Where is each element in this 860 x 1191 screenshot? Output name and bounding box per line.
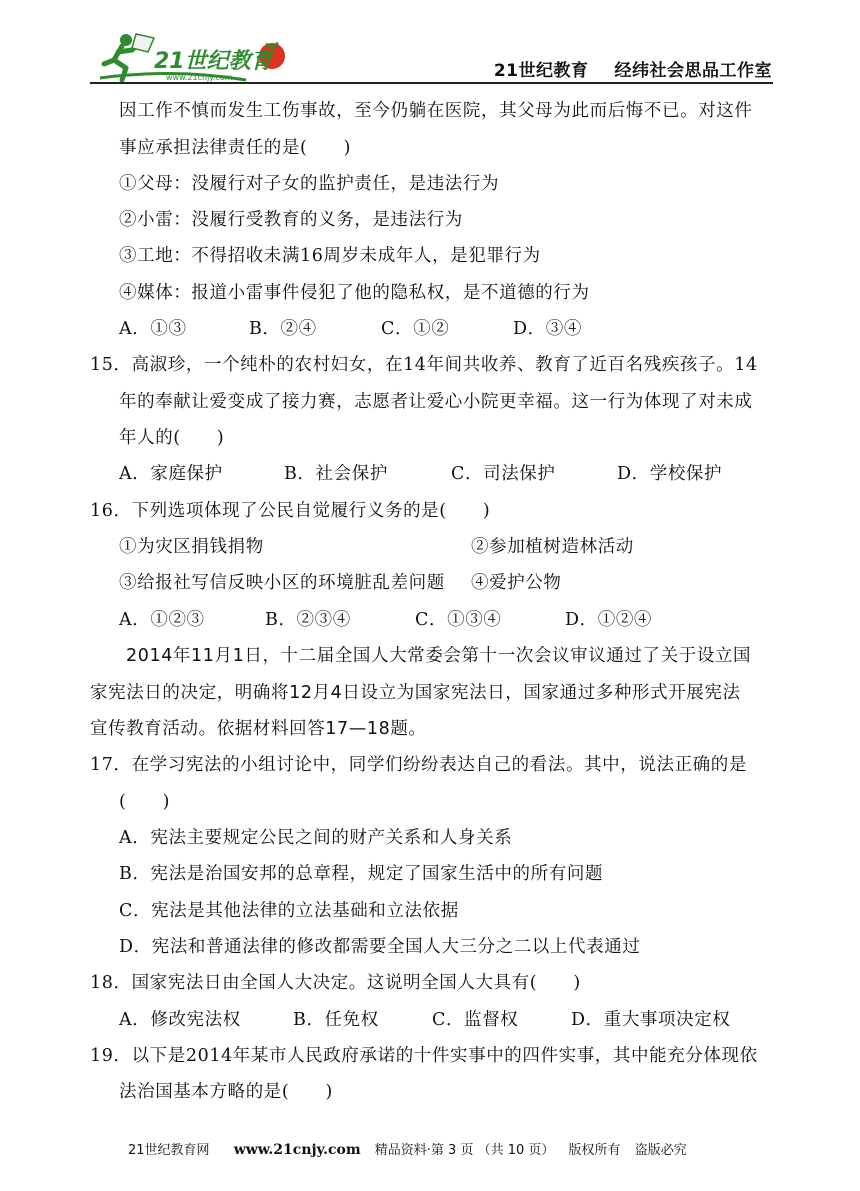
footer-piracy: 盗版必究 bbox=[634, 1143, 687, 1158]
logo-text: 21世纪教育 bbox=[154, 49, 273, 74]
option-c: C．监督权 bbox=[432, 1010, 519, 1030]
text-line: 因工作不慎而发生工伤事故，至今仍躺在医院，其父母为此而后悔不已。对这件 bbox=[119, 101, 753, 121]
q15-options bbox=[119, 460, 722, 485]
header-title-left: 21世纪教育 bbox=[493, 61, 589, 81]
text-line: 年的奉献让爱变成了接力赛，志愿者让爱心小院更幸福。这一行为体现了对未成 bbox=[119, 392, 753, 412]
option-a: A．修改宪法权 bbox=[119, 1010, 241, 1030]
header-title-right: 经纬社会思品工作室 bbox=[614, 61, 772, 81]
option-d: D．③④ bbox=[513, 319, 582, 339]
question-16: 16．下列选项体现了公民自觉履行义务的是( ) bbox=[90, 501, 491, 521]
option-a: A．①②③ bbox=[119, 610, 205, 630]
option-c: C．①② bbox=[381, 319, 450, 339]
text-line: ③工地：不得招收未满16周岁未成年人，是犯罪行为 bbox=[119, 246, 541, 266]
footer-rights: 版权所有 bbox=[568, 1143, 621, 1158]
option-b: B．宪法是治国安邦的总章程，规定了国家生活中的所有问题 bbox=[119, 864, 604, 884]
option-c: C．①③④ bbox=[415, 610, 502, 630]
option-b: B．②④ bbox=[249, 319, 317, 339]
option-a: A．①③ bbox=[119, 319, 187, 339]
text-line: ( ) bbox=[119, 792, 171, 812]
footer-page: 精品资料·第 3 页 （共 10 页） bbox=[374, 1143, 555, 1158]
text-line: ①父母：没履行对子女的监护责任，是违法行为 bbox=[119, 174, 500, 194]
option-b: B．任免权 bbox=[293, 1010, 379, 1030]
item-4: ④爱护公物 bbox=[471, 573, 562, 593]
material-line: 宣传教育活动。依据材料回答17—18题。 bbox=[90, 719, 427, 739]
option-d: D．宪法和普通法律的修改都需要全国人大三分之二以上代表通过 bbox=[119, 937, 641, 957]
option-c: C．宪法是其他法律的立法基础和立法依据 bbox=[119, 901, 459, 921]
text-line: 年人的( ) bbox=[119, 428, 225, 448]
material-line: 2014年11月1日，十二届全国人大常委会第十一次会议审议通过了关于设立国 bbox=[126, 646, 752, 666]
page-footer bbox=[128, 1139, 697, 1158]
question-17: 17．在学习宪法的小组讨论中，同学们纷纷表达自己的看法。其中，说法正确的是 bbox=[90, 755, 747, 775]
logo-url: www.21cnjy.com bbox=[166, 73, 233, 82]
option-d: D．重大事项决定权 bbox=[571, 1010, 731, 1030]
item-1: ①为灾区捐钱捐物 bbox=[119, 537, 264, 557]
question-18: 18．国家宪法日由全国人大决定。这说明全国人大具有( ) bbox=[90, 973, 581, 993]
page-header bbox=[90, 28, 772, 84]
option-b: B．社会保护 bbox=[284, 464, 388, 484]
option-d: D．学校保护 bbox=[617, 464, 723, 484]
option-b: B．②③④ bbox=[265, 610, 351, 630]
question-19: 19．以下是2014年某市人民政府承诺的十件实事中的四件实事，其中能充分体现依 bbox=[90, 1046, 758, 1066]
option-c: C．司法保护 bbox=[451, 464, 556, 484]
question-15: 15．高淑珍，一个纯朴的农村妇女，在14年间共收养、教育了近百名残疾孩子。14 bbox=[90, 355, 758, 375]
footer-site: 21世纪教育网 bbox=[128, 1143, 210, 1158]
item-3: ③给报社写信反映小区的环境脏乱差问题 bbox=[119, 573, 445, 593]
q18-options bbox=[119, 1006, 730, 1031]
option-d: D．①②④ bbox=[565, 610, 653, 630]
option-a: A．家庭保护 bbox=[119, 464, 223, 484]
text-line: ②小雷：没履行受教育的义务，是违法行为 bbox=[119, 210, 463, 230]
text-line: 事应承担法律责任的是( ) bbox=[119, 138, 352, 158]
option-a: A．宪法主要规定公民之间的财产关系和人身关系 bbox=[119, 828, 513, 848]
item-2: ②参加植树造林活动 bbox=[471, 537, 634, 557]
q14-options bbox=[119, 315, 582, 340]
q16-options bbox=[119, 606, 652, 631]
material-line: 家宪法日的决定，明确将12月4日设立为国家宪法日，国家通过多种形式开展宪法 bbox=[90, 683, 741, 703]
text-line: ④媒体：报道小雷事件侵犯了他的隐私权，是不道德的行为 bbox=[119, 283, 590, 303]
header-divider bbox=[90, 82, 773, 84]
header-title bbox=[494, 56, 772, 81]
logo-21cnjy bbox=[96, 28, 296, 84]
text-line: 法治国基本方略的是( ) bbox=[119, 1082, 333, 1102]
footer-url: www.21cnjy.com bbox=[233, 1142, 361, 1158]
